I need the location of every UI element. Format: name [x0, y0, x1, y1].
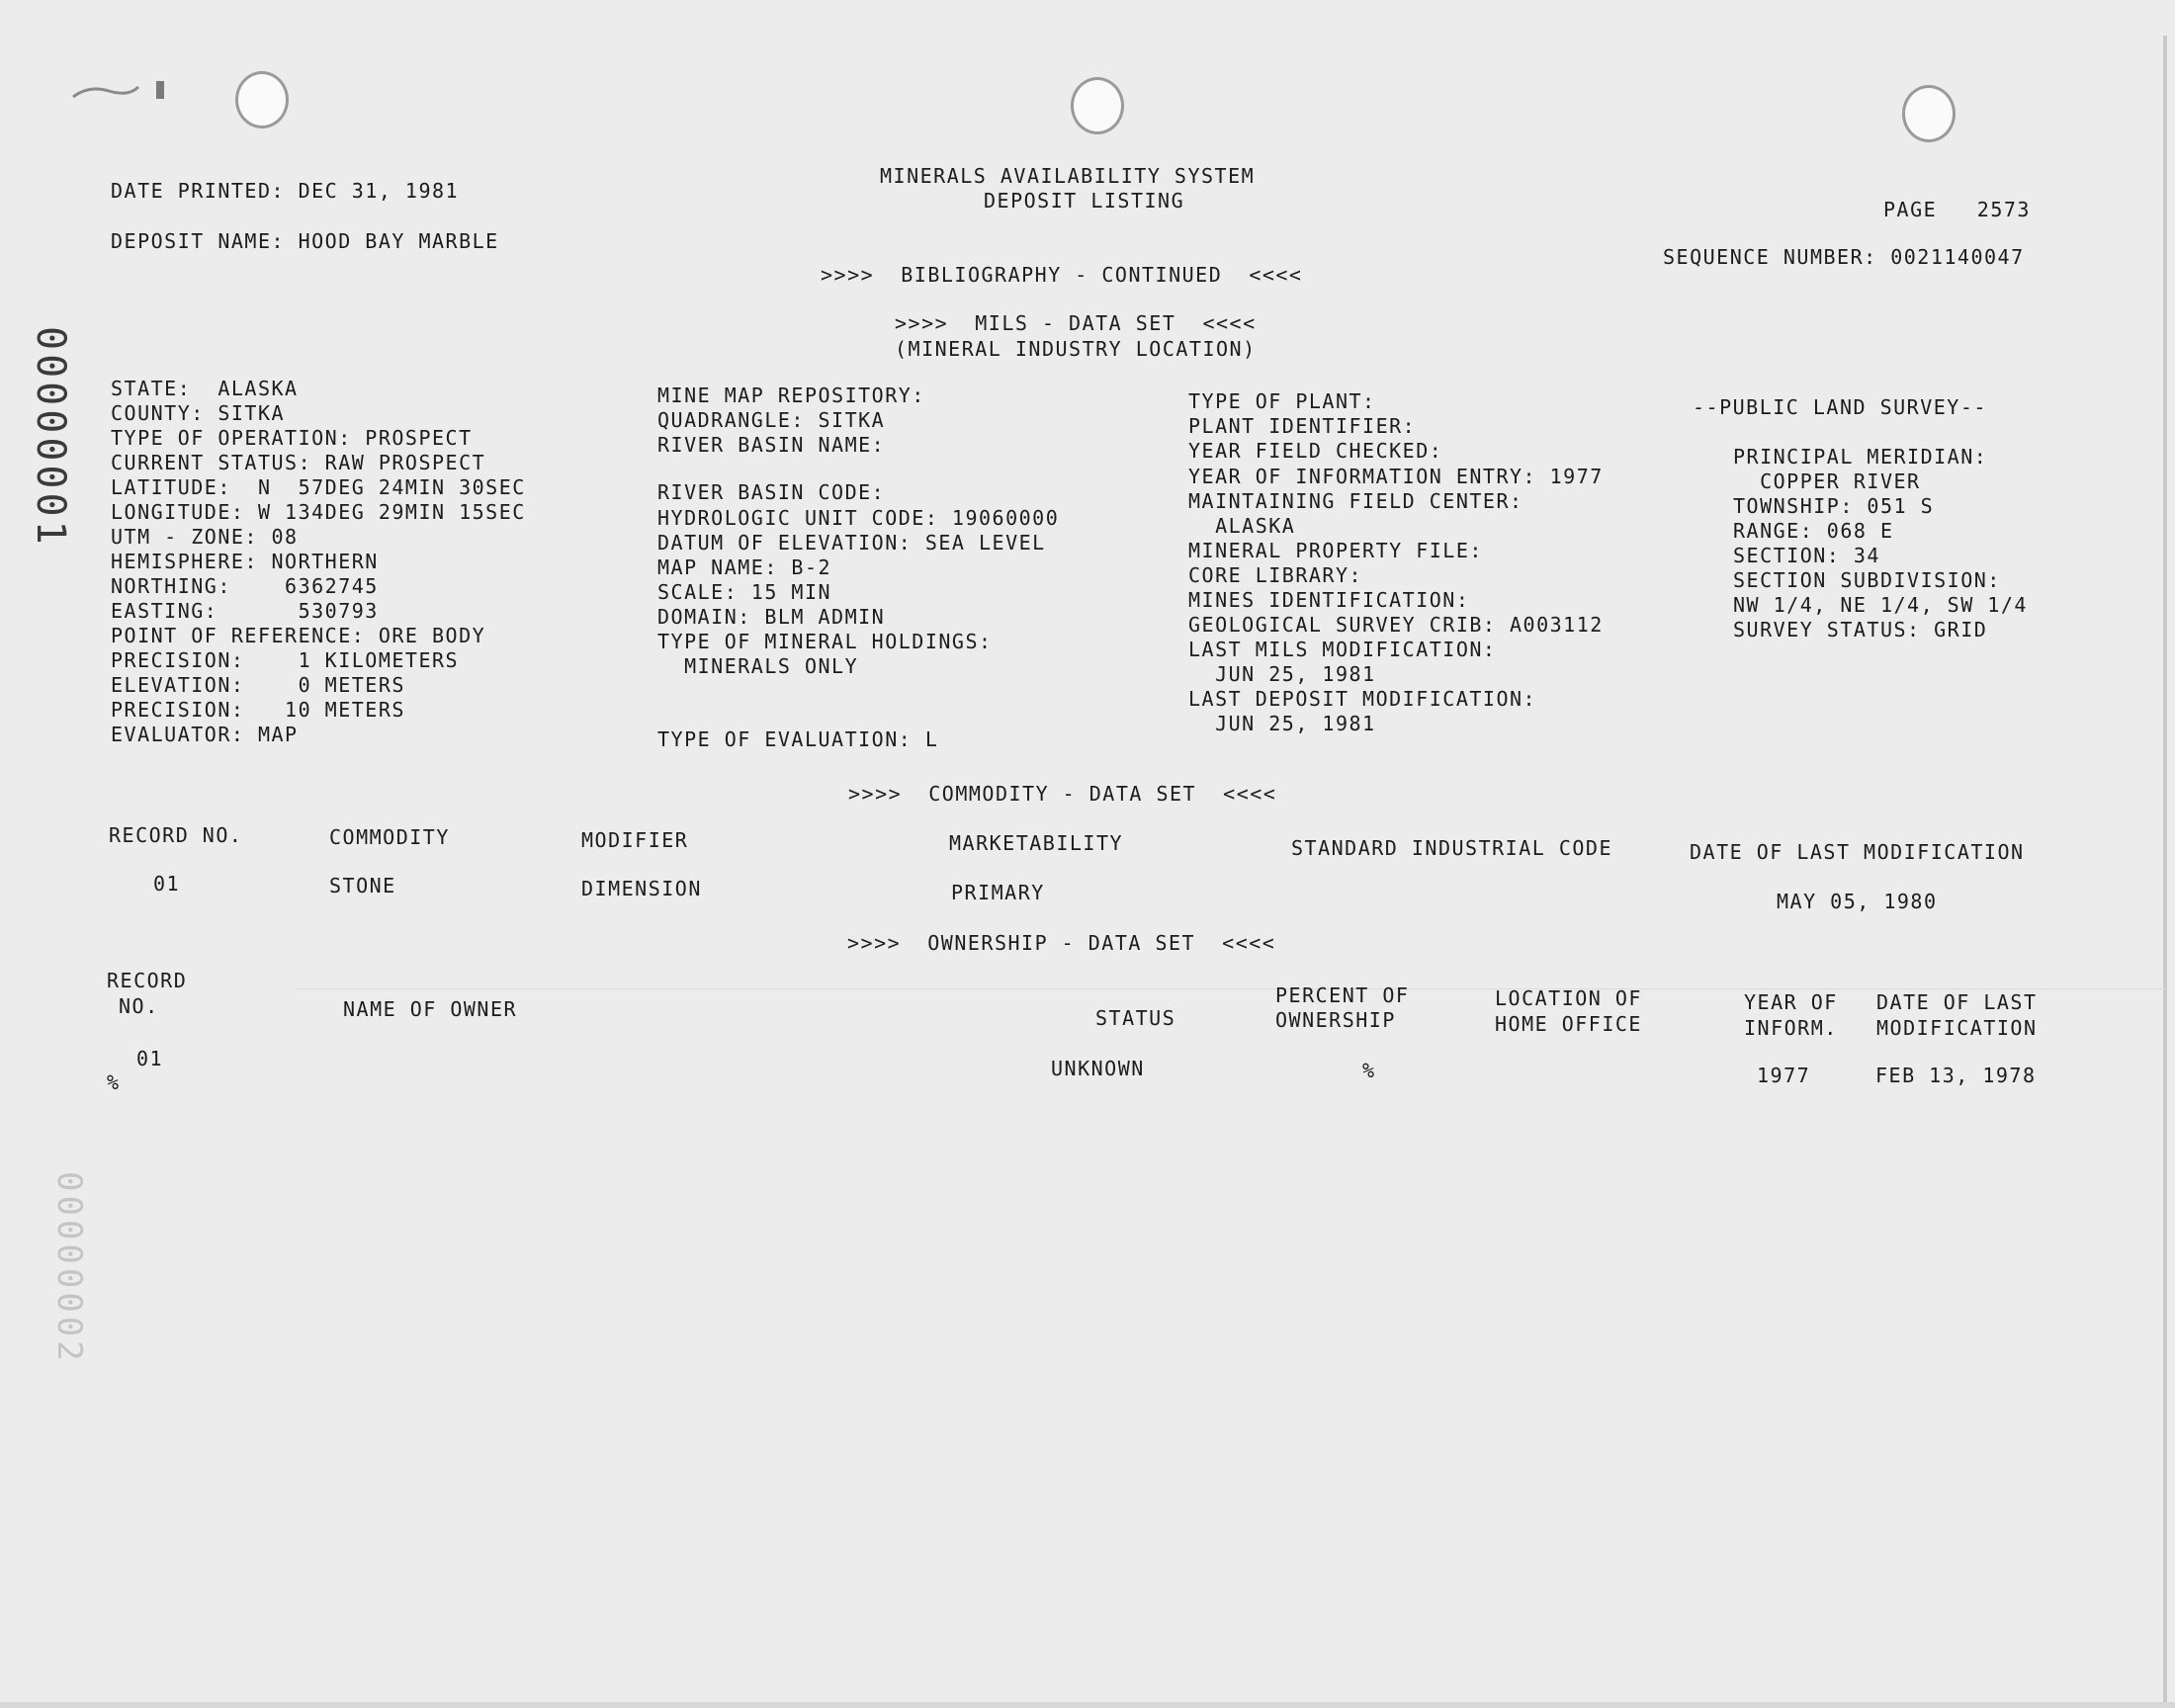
plant-line: YEAR FIELD CHECKED:: [1188, 439, 1443, 463]
row-status: UNKNOWN: [1051, 1057, 1145, 1080]
ink-smudge: [69, 77, 178, 105]
map-line: MINERALS ONLY: [657, 654, 859, 678]
header-date-last: MODIFICATION: [1876, 1016, 2038, 1040]
row-modifier: DIMENSION: [581, 877, 702, 900]
location-line: COUNTY: SITKA: [111, 401, 286, 425]
header-record-no: RECORD NO.: [109, 823, 243, 847]
location-line: EVALUATOR: MAP: [111, 723, 299, 746]
commodity-heading: >>>> COMMODITY - DATA SET <<<<: [848, 782, 1277, 806]
header-modifier: MODIFIER: [581, 828, 689, 852]
location-line: NORTHING: 6362745: [111, 574, 379, 598]
listing-title: DEPOSIT LISTING: [984, 189, 1185, 213]
row-last-mod: FEB 13, 1978: [1875, 1064, 2037, 1087]
row-record-no: 01: [153, 872, 181, 896]
plant-line: TYPE OF PLANT:: [1188, 389, 1376, 413]
header-status: STATUS: [1095, 1006, 1176, 1030]
plant-line: LAST MILS MODIFICATION:: [1188, 638, 1497, 661]
location-line: TYPE OF OPERATION: PROSPECT: [111, 426, 473, 450]
type-of-evaluation: TYPE OF EVALUATION: L: [657, 727, 939, 751]
survey-line: PRINCIPAL MERIDIAN:: [1733, 445, 1988, 469]
header-record: RECORD: [107, 969, 188, 992]
sequence-number: SEQUENCE NUMBER: 0021140047: [1663, 245, 2025, 269]
header-location: LOCATION OF: [1495, 986, 1642, 1010]
location-line: CURRENT STATUS: RAW PROSPECT: [111, 451, 486, 474]
map-line: MINE MAP REPOSITORY:: [657, 384, 925, 407]
page-number: PAGE 2573: [1883, 198, 2031, 221]
map-line: HYDROLOGIC UNIT CODE: 19060000: [657, 506, 1060, 530]
plant-line: MINES IDENTIFICATION:: [1188, 588, 1470, 612]
header-last-mod: DATE OF LAST MODIFICATION: [1690, 840, 2025, 864]
deposit-name: DEPOSIT NAME: HOOD BAY MARBLE: [111, 229, 499, 253]
survey-line: TOWNSHIP: 051 S: [1733, 494, 1935, 518]
plant-line: MAINTAINING FIELD CENTER:: [1188, 489, 1523, 513]
punch-hole-center: [1071, 77, 1124, 134]
page-edge-right: [2163, 36, 2167, 1706]
system-title: MINERALS AVAILABILITY SYSTEM: [880, 164, 1256, 188]
header-location: HOME OFFICE: [1495, 1012, 1642, 1036]
location-line: PRECISION: 1 KILOMETERS: [111, 648, 460, 672]
survey-line: RANGE: 068 E: [1733, 519, 1894, 543]
header-record-no: NO.: [119, 994, 159, 1018]
location-line: POINT OF REFERENCE: ORE BODY: [111, 624, 486, 647]
row-year: 1977: [1757, 1064, 1811, 1087]
margin-stamp-bottom: 00000002: [49, 1171, 89, 1365]
location-line: STATE: ALASKA: [111, 377, 299, 400]
header-commodity: COMMODITY: [329, 825, 450, 849]
header-percent: PERCENT OF: [1275, 983, 1410, 1007]
page-edge-bottom: [0, 1702, 2175, 1708]
plant-line: MINERAL PROPERTY FILE:: [1188, 539, 1483, 562]
header-owner-name: NAME OF OWNER: [343, 997, 518, 1021]
mils-subheading: (MINERAL INDUSTRY LOCATION): [895, 337, 1257, 361]
location-line: ELEVATION: 0 METERS: [111, 673, 405, 697]
plant-line: PLANT IDENTIFIER:: [1188, 414, 1417, 438]
punch-hole-left: [235, 71, 289, 128]
map-line: RIVER BASIN NAME:: [657, 433, 886, 457]
mils-heading: >>>> MILS - DATA SET <<<<: [895, 311, 1257, 335]
header-percent: OWNERSHIP: [1275, 1008, 1396, 1032]
map-line: RIVER BASIN CODE:: [657, 480, 886, 504]
survey-line: SECTION SUBDIVISION:: [1733, 568, 2001, 592]
row-record: 01: [136, 1047, 164, 1070]
plant-line: JUN 25, 1981: [1188, 662, 1376, 686]
survey-line: SURVEY STATUS: GRID: [1733, 618, 1988, 641]
plant-line: CORE LIBRARY:: [1188, 563, 1363, 587]
survey-line: COPPER RIVER: [1733, 470, 1921, 493]
location-line: UTM - ZONE: 08: [111, 525, 299, 549]
location-line: EASTING: 530793: [111, 599, 379, 623]
location-line: PRECISION: 10 METERS: [111, 698, 405, 722]
map-line: QUADRANGLE: SITKA: [657, 408, 886, 432]
row-percent: %: [1362, 1059, 1376, 1082]
header-year: INFORM.: [1744, 1016, 1838, 1040]
survey-line: NW 1/4, NE 1/4, SW 1/4: [1733, 593, 2028, 617]
location-line: LATITUDE: N 57DEG 24MIN 30SEC: [111, 475, 526, 499]
map-line: DOMAIN: BLM ADMIN: [657, 605, 886, 629]
punch-hole-right: [1902, 85, 1956, 142]
map-line: MAP NAME: B-2: [657, 555, 832, 579]
location-line: HEMISPHERE: NORTHERN: [111, 550, 379, 573]
plant-line: ALASKA: [1188, 514, 1296, 538]
row-commodity: STONE: [329, 874, 396, 897]
header-year: YEAR OF: [1744, 990, 1838, 1014]
header-sic: STANDARD INDUSTRIAL CODE: [1291, 836, 1612, 860]
row-percent-mark: %: [107, 1070, 121, 1094]
header-marketability: MARKETABILITY: [949, 831, 1124, 855]
location-line: LONGITUDE: W 134DEG 29MIN 15SEC: [111, 500, 526, 524]
date-printed: DATE PRINTED: DEC 31, 1981: [111, 179, 460, 203]
plant-line: JUN 25, 1981: [1188, 712, 1376, 735]
ownership-heading: >>>> OWNERSHIP - DATA SET <<<<: [847, 931, 1276, 955]
row-last-mod: MAY 05, 1980: [1777, 890, 1938, 913]
map-line: TYPE OF MINERAL HOLDINGS:: [657, 630, 993, 653]
map-line: DATUM OF ELEVATION: SEA LEVEL: [657, 531, 1046, 555]
plant-line: GEOLOGICAL SURVEY CRIB: A003112: [1188, 613, 1604, 637]
header-date-last: DATE OF LAST: [1876, 990, 2038, 1014]
survey-title: --PUBLIC LAND SURVEY--: [1693, 395, 1987, 419]
bibliography-heading: >>>> BIBLIOGRAPHY - CONTINUED <<<<: [821, 263, 1303, 287]
row-marketability: PRIMARY: [951, 881, 1045, 904]
plant-line: LAST DEPOSIT MODIFICATION:: [1188, 687, 1537, 711]
plant-line: YEAR OF INFORMATION ENTRY: 1977: [1188, 465, 1604, 488]
margin-stamp-top: 00000001: [28, 326, 73, 549]
survey-line: SECTION: 34: [1733, 544, 1880, 567]
map-line: SCALE: 15 MIN: [657, 580, 832, 604]
faint-rule: [297, 988, 2165, 989]
